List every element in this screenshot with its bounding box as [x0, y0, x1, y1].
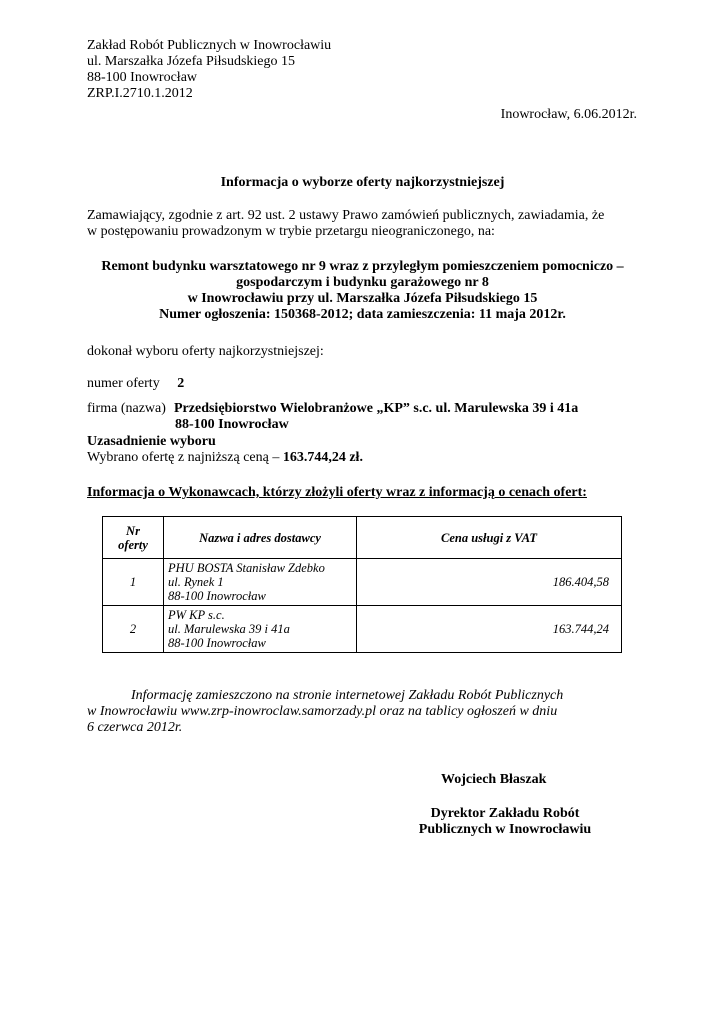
supplier-cell — [164, 559, 357, 606]
subject-line: gospodarczym i budynku garażowego nr 8 — [236, 275, 489, 290]
document-heading: Informacja o wyborze oferty najkorzystniejszej — [220, 175, 505, 190]
justification-title: Uzasadnienie wyboru — [87, 434, 216, 449]
header-supplier: Nazwa i adres dostawcy — [164, 517, 357, 559]
note-line: w Inowrocławiu www.zrp-inowroclaw.samorzady.pl oraz na tablicy ogłoszeń w dniu — [87, 704, 558, 719]
reference-number: ZRP.I.2710.1.2012 — [87, 86, 193, 101]
signer-title-line: Publicznych w Inowrocławiu — [418, 822, 592, 837]
decision-text: dokonał wyboru oferty najkorzystniejszej: — [87, 344, 324, 359]
supplier-name: PHU BOSTA Stanisław Zdebko — [168, 561, 325, 575]
firm-label: firma (nazwa) — [87, 401, 166, 416]
justification-block — [87, 434, 363, 466]
supplier-city: 88-100 Inowrocław — [168, 589, 266, 603]
header-price: Cena usługi z VAT — [357, 517, 622, 559]
table-header-row — [103, 517, 622, 559]
price-cell: 186.404,58 — [357, 559, 622, 606]
subject-line: w Inowrocławiu przy ul. Marszałka Józefa Piłsudskiego 15 — [187, 291, 538, 306]
document-date: Inowrocław, 6.06.2012r. — [500, 107, 637, 122]
offer-number-label: numer oferty — [87, 376, 160, 391]
supplier-name: PW KP s.c. — [168, 608, 225, 622]
supplier-cell — [164, 606, 357, 653]
table-row — [103, 559, 622, 606]
signer-title — [416, 806, 594, 838]
justification-text: Wybrano ofertę z najniższą ceną – — [87, 450, 283, 465]
firm-name: Przedsiębiorstwo Wielobranżowe „KP” s.c. ul. Marulewska 39 i 41a — [174, 401, 579, 416]
subject-line: Remont budynku warsztatowego nr 9 wraz z przyległym pomieszczeniem pomocniczo – — [101, 259, 624, 274]
offers-table — [102, 516, 622, 653]
firm-row — [87, 401, 578, 433]
note-line: 6 czerwca 2012r. — [87, 720, 183, 735]
intro-line: w postępowaniu prowadzonym w trybie przetargu nieograniczonego, na: — [87, 224, 495, 239]
tender-subject — [0, 259, 725, 323]
signer-name: Wojciech Błaszak — [441, 772, 547, 787]
supplier-street: ul. Marulewska 39 i 41a — [168, 622, 290, 636]
winning-price: 163.744,24 zł. — [282, 450, 363, 465]
supplier-city: 88-100 Inowrocław — [168, 636, 266, 650]
firm-city: 88-100 Inowrocław — [175, 417, 289, 432]
header-nr-text: Nr — [126, 523, 140, 538]
sender-street: ul. Marszałka Józefa Piłsudskiego 15 — [87, 54, 296, 69]
sender-name: Zakład Robót Publicznych w Inowrocławiu — [87, 38, 332, 53]
sender-city: 88-100 Inowrocław — [87, 70, 198, 85]
header-offer-text: oferty — [118, 537, 148, 552]
offer-number-row — [87, 376, 184, 392]
offer-number-cell: 1 — [103, 559, 164, 606]
price-cell: 163.744,24 — [357, 606, 622, 653]
note-line: Informację zamieszczono na stronie internetowej Zakładu Robót Publicznych — [131, 688, 564, 703]
supplier-street: ul. Rynek 1 — [168, 575, 224, 589]
offer-number-value: 2 — [177, 376, 185, 391]
table-row — [103, 606, 622, 653]
offer-number-cell: 2 — [103, 606, 164, 653]
contractors-title: Informacja o Wykonawcach, którzy złożyli oferty wraz z informacją o cenach ofert: — [87, 485, 587, 500]
header-offer-number — [103, 517, 164, 559]
publication-note — [87, 688, 638, 736]
sender-block — [87, 38, 331, 102]
announcement-number: Numer ogłoszenia: 150368-2012; data zamieszczenia: 11 maja 2012r. — [159, 307, 566, 322]
intro-paragraph — [87, 208, 638, 240]
intro-line: Zamawiający, zgodnie z art. 92 ust. 2 ustawy Prawo zamówień publicznych, zawiadamia, że — [87, 208, 605, 223]
signer-title-line: Dyrektor Zakładu Robót — [430, 806, 580, 821]
